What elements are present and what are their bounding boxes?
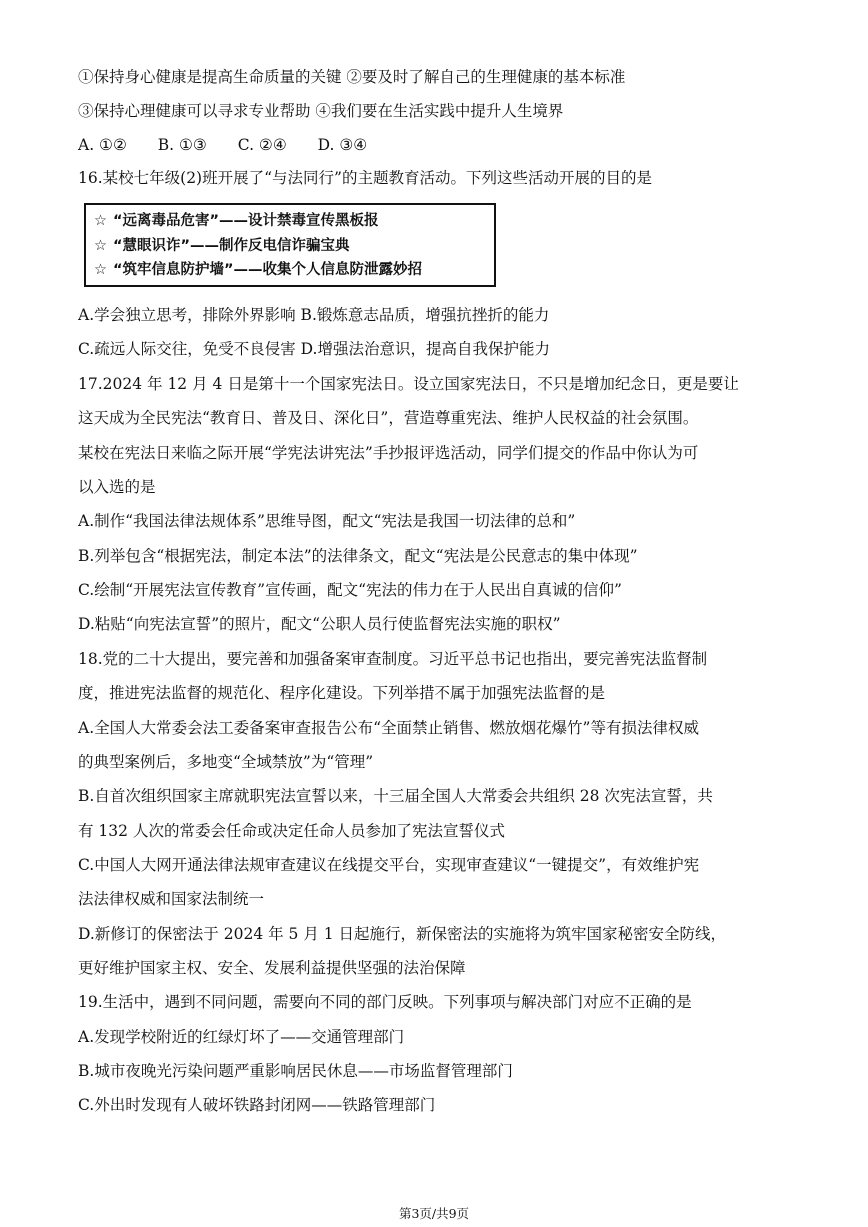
q17-stem-line-1: 17.2024 年 12 月 4 日是第十一个国家宪法日。设立国家宪法日，不只是增加纪念日，更是要让 — [78, 375, 739, 393]
q16-box-item-1 — [94, 209, 494, 234]
star-icon: ☆ — [94, 237, 107, 254]
q16-box-item-1-text: “远离毒品危害”——设计禁毒宣传黑板报 — [113, 213, 379, 229]
q19-option-a: A.发现学校附近的红绿灯坏了——交通管理部门 — [78, 1028, 405, 1046]
q16-options-line-2: C.疏远人际交往，免受不良侵害 D.增强法治意识，提高自我保护能力 — [78, 340, 550, 358]
q15-statement-line-2: ③保持心理健康可以寻求专业帮助 ④我们要在生活实践中提升人生境界 — [78, 102, 564, 120]
q15-statement-line-1: ①保持身心健康是提高生命质量的关键 ②要及时了解自己的生理健康的基本标准 — [78, 68, 626, 86]
q16-options-line-1: A.学会独立思考，排除外界影响 B.锻炼意志品质，增强抗挫折的能力 — [78, 306, 550, 324]
q16-box-item-2-text: “慧眼识诈”——制作反电信诈骗宝典 — [113, 237, 350, 254]
q15-option-a: A. ①② — [78, 136, 127, 154]
q15-option-d: D. ③④ — [317, 136, 368, 154]
q19-option-b: B.城市夜晚光污染问题严重影响居民休息——市场监督管理部门 — [78, 1062, 513, 1080]
q16-box-item-2 — [94, 234, 494, 259]
q18-option-a-line-2: 的典型案例后，多地变“全域禁放”为“管理” — [78, 753, 374, 771]
q15-option-b: B. ①③ — [157, 136, 207, 154]
star-icon: ☆ — [94, 213, 107, 229]
q15-options — [78, 134, 393, 156]
q15-option-c: C. ②④ — [237, 136, 287, 154]
q17-option-d: D.粘贴“向宪法宣誓”的照片，配文“公职人员行使监督宪法实施的职权” — [78, 615, 561, 633]
q18-option-a-line-1: A.全国人大常委会法工委备案审查报告公布“全面禁止销售、燃放烟花爆竹”等有损法律权威 — [78, 719, 699, 737]
q18-option-d-line-1: D.新修订的保密法于 2024 年 5 月 1 日起施行，新保密法的实施将为筑牢国家秘密安全防线， — [78, 925, 727, 943]
star-icon: ☆ — [94, 262, 107, 278]
q17-stem-line-4: 以入选的是 — [78, 478, 156, 496]
q18-option-c-line-1: C.中国人大网开通法律法规审查建议在线提交平台，实现审查建议“一键提交”，有效维护宪 — [78, 856, 700, 874]
q17-stem-line-2: 这天成为全民宪法“教育日、普及日、深化日”，营造尊重宪法、维护人民权益的社会氛围。 — [78, 409, 699, 427]
q18-stem-line-2: 度，推进宪法监督的规范化、程序化建设。下列举措不属于加强宪法监督的是 — [78, 684, 606, 702]
q17-option-c: C.绘制“开展宪法宣传教育”宣传画，配文“宪法的伟力在于人民出自真诚的信仰” — [78, 581, 622, 599]
q17-option-b: B.列举包含“根据宪法，制定本法”的法律条文，配文“宪法是公民意志的集中体现” — [78, 547, 638, 565]
q18-stem-line-1: 18.党的二十大提出，要完善和加强备案审查制度。习近平总书记也指出，要完善宪法监督制 — [78, 650, 708, 668]
q18-option-b-line-2: 有 132 人次的常委会任命或决定任命人员参加了宪法宣誓仪式 — [78, 822, 505, 840]
q18-option-c-line-2: 法法律权威和国家法制统一 — [78, 890, 265, 908]
q17-option-a: A.制作“我国法律法规体系”思维导图，配文“宪法是我国一切法律的总和” — [78, 512, 576, 530]
q19-option-c: C.外出时发现有人破坏铁路封闭网——铁路管理部门 — [78, 1096, 436, 1114]
q18-option-d-line-2: 更好维护国家主权、安全、发展利益提供坚强的法治保障 — [78, 959, 466, 977]
q16-stem: 16.某校七年级(2)班开展了“与法同行”的主题教育活动。下列这些活动开展的目的是 — [78, 169, 652, 187]
q16-activity-box — [84, 203, 496, 287]
q18-option-b-line-1: B.自首次组织国家主席就职宪法宣誓以来，十三届全国人大常委会共组织 28 次宪法宣誓，共 — [78, 787, 713, 805]
q19-stem: 19.生活中，遇到不同问题，需要向不同的部门反映。下列事项与解决部门对应不正确的是 — [78, 993, 692, 1011]
page-number: 第3页/共9页 — [398, 1206, 470, 1221]
q17-stem-line-3: 某校在宪法日来临之际开展“学宪法讲宪法”手抄报评选活动，同学们提交的作品中你认为可 — [78, 444, 699, 462]
q16-box-item-3-text: “筑牢信息防护墙”——收集个人信息防泄露妙招 — [113, 262, 423, 278]
q16-box-item-3 — [94, 258, 494, 283]
